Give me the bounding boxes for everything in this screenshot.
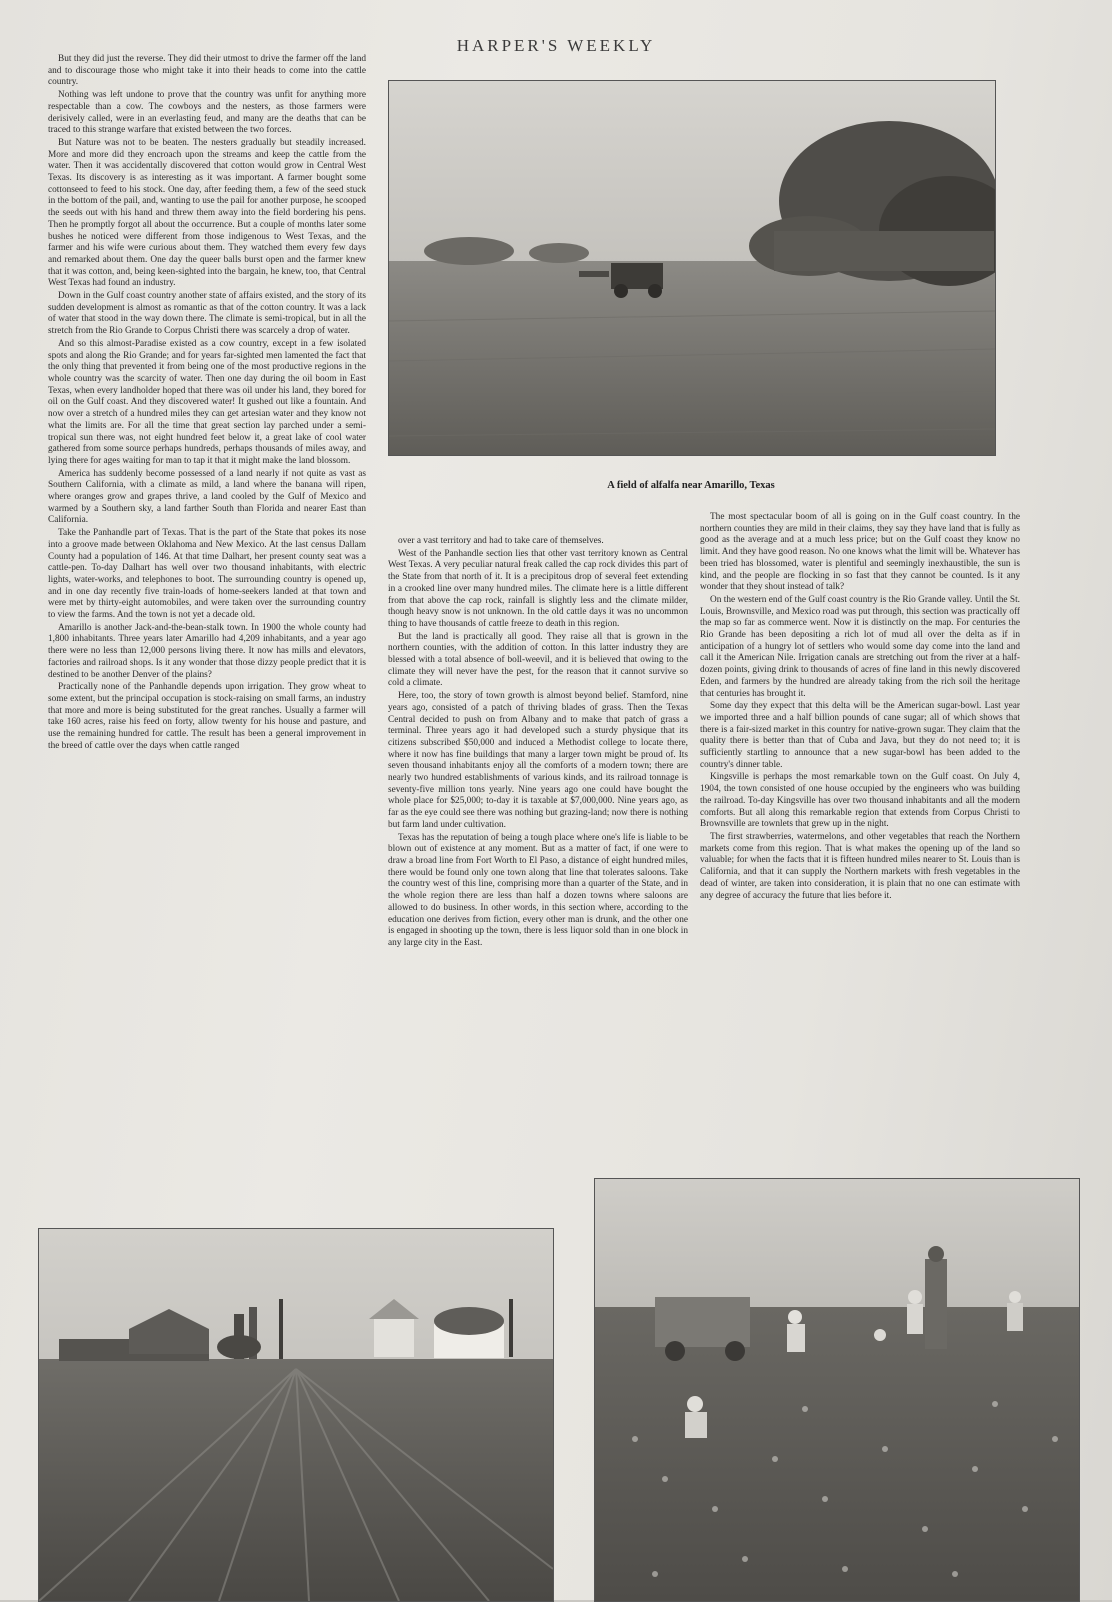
cotton-pickers-photo (594, 1178, 1080, 1602)
article-column-1 (48, 54, 366, 1182)
paragraph: West of the Panhandle section lies that other vast territory known as Central West Texas. A very peculiar natural freak called the cap rock divides this part of the State from that north of it. It is a precipitous drop of several feet extending in a crooked line over many hundred miles. The climate here is a little different from that above the cap rock, rainfall is slightly less and the climate milder, though heavy snow is not unknown. In the old cattle days it was no uncommon thing to have thousands of cattle freeze to death in this region. (388, 548, 688, 629)
paragraph: Texas has the reputation of being a tough place where one's life is liable to be blown out of existence at any moment. But as a matter of fact, if one were to draw a broad line from Fort Worth to El Paso, a distance of eight hundred miles, there would be found only one town along that line that tolerates saloons. Take the country west of this line, comprising more than a quarter of the State, and in the whole region there are less than half a dozen towns where saloons are allowed to do business. In other words, in this section where, according to the education one derives from fiction, every other man is drunk, and the other one is engaged in shooting up the town, there is less liquor sold than in one block in any large city in the East. (388, 832, 688, 948)
paragraph: Here, too, the story of town growth is almost beyond belief. Stamford, nine years ago, consisted of a patch of thriving blades of grass. Then the Texas Central decided to push on from Albany and to make that patch of grass a terminal. Three years ago it had developed such a sturdy physique that its citizens subscribed $50,000 and induced a Methodist college to locate there, where it now has fine buildings that many a larger town might be proud of. Its seven thousand inhabitants enjoy all the comforts of a modern town; there are nearly two hundred establishments of various kinds, and its railroad tonnage is seventy-five million tons yearly. Nine years ago one could have bought the whole place for $25,000; to-day it is taxable at $7,000,000. Nine years ago, as far as the eye could see there was nothing but grazing-land; now there is nothing but farm land under cultivation. (388, 691, 688, 830)
article-column-2 (388, 536, 688, 1176)
paragraph: America has suddenly become possessed of a land nearly if not quite as vast as Southern California, with a climate as mild, a land where the banana will ripen, where oranges grow and grapes thrive, a land cooled by the Gulf of Mexico and warmed by a Southern sky, a land farther South than Florida and nearer East than California. (48, 468, 366, 526)
alfalfa-field-photo (388, 80, 996, 456)
paragraph: The first strawberries, watermelons, and other vegetables that reach the Northern markets come from this region. That is what makes the opening up of the land so valuable; for when the facts that it is fifteen hundred miles nearer to St. Louis than is California, and that it can supply the Northern markets with fresh vegetables in the dead of winter, are taken into consideration, it is plain that no one can estimate with any degree of accuracy the future that lies before it. (700, 831, 1020, 901)
paragraph: over a vast territory and had to take care of themselves. (398, 536, 604, 546)
paragraph: On the western end of the Gulf coast country is the Rio Grande valley. Until the St. Louis, Brownsville, and Mexico road was put through, this section was practically off the map so far as commerce went. Now it is distinctly on the map. For centuries the Rio Grande has been depositing a rich lot of mud all over the delta as if in anticipation of a hungry lot of settlers who would some day come into the land and call it the American Nile. Irrigation canals are stretching out from the river at a half-dozen points, giving drink to thousands of acres of fine land in this newly discovered Eden, and farmers by the hundred are already taking from the rich soil the heritage that centuries has brought it. (700, 594, 1020, 699)
paragraph: Practically none of the Panhandle depends upon irrigation. They grow wheat to some extent, but the principal occupation is stock-raising on small farms, an industry that more and more is being substituted for the great ranches. Usually a farmer will take 160 acres, raise his feed on forty, allow twenty for his house and pasture, and use the remaining hundred for cattle. The result has been a general improvement in the breed of cattle over the days when cattle ranged (48, 682, 366, 751)
paragraph: But the land is practically all good. They raise all that is grown in the northern counties, with the addition of cotton. In this latter industry they are blessed with a total absence of boll-weevil, and it is believed that owing to the climate they will never have the pest, for the reason that it cannot survive so cold a climate. (388, 631, 688, 689)
paragraph: The most spectacular boom of all is going on in the Gulf coast country. In the northern counties they are mild in their claims, they say they have land that is fully as good as the average and at a much less price; but on the Gulf coast they know no limit. And they have good reason. No one knows what the limit will be. Whatever has been tried has blossomed, water is plentiful and seemingly inexhaustible, the sun is kind, and the people are flocking in so fast that they cannot be counted. Is it any wonder that they shout instead of talk? (700, 512, 1020, 593)
farm-field-photo (38, 1228, 554, 1602)
paragraph: Kingsville is perhaps the most remarkable town on the Gulf coast. On July 4, 1904, the town consisted of one house occupied by the engineers who was building the railroad. To-day Kingsville has over two thousand inhabitants and all the modern comforts. But all along this remarkable region that extends from Corpus Christi to Brownsville are townlets that grew up in the night. (700, 772, 1020, 830)
paragraph: Take the Panhandle part of Texas. That is the part of the State that pokes its nose into a groove made between Oklahoma and New Mexico. At the last census Dallam County had a population of 146. At that time Dalhart, her present county seat was a cattle-pen. To-day Dalhart has well over two thousand inhabitants, with electric lights, water-works, and telephones to boot. The surrounding country is opened up, and in one day recently five train-loads of home-seekers landed at that town and were met by thirty-eight automobiles, and were taken over the surrounding country to view the farms. And the town is not yet a decade old. (48, 528, 366, 621)
paragraph: But Nature was not to be beaten. The nesters gradually but steadily increased. More and more did they encroach upon the streams and keep the cattle from the water. Then it was accidentally discovered that cotton would grow in Central West Texas. Its discovery is as interesting as it was important. A farmer bought some cottonseed to feed to his stock. One day, after feeding them, a few of the seed stuck in the bottom of the pail, and, wanting to use the pail for another purpose, he scooped the seeds out with his hand and threw them away into the field bordering his pens. Then he promptly forgot all about the occurrence. But a couple of months later some bushes he noticed were different from those indigenous to West Texas, and the farmer and his wife were curious about them. They watched them every few days and remarked about them. One day the queer balls burst open and the farmer knew that it was cotton, and, being keen-sighted into the bargain, he knew, too, that Central West Texas had found an industry. (48, 137, 366, 289)
article-column-3 (700, 512, 1020, 1170)
photo-caption: A field of alfalfa near Amarillo, Texas (607, 480, 775, 491)
paragraph: Some day they expect that this delta will be the American sugar-bowl. Last year we imported three and a half billion pounds of cane sugar; all of which shows that there is a fair-sized market in this country for native-grown sugar. They claim that the quality there is better than that of Cuba and Java, but they do not need to; it is sufficiently startling to announce that a new sugar-bowl has been added to the country's dinner table. (700, 701, 1020, 770)
paragraph: And so this almost-Paradise existed as a cow country, except in a few isolated spots and along the Rio Grande; and for years far-sighted men lamented the fact that the only thing that prevented it from being one of the most productive regions in the whole country was the scarcity of water. Then one day during the oil boom in East Texas, when every landholder hoped that there was oil under his land, they bored for oil on the Gulf coast. And they discovered water! It gushed out like a fountain. And now over a stretch of a hundred miles they can get artesian water and they know not what the limits are. For all the time that great section lay parched under a semi-tropical sun there was, not eight hundred feet below it, a great lake of cool water gathered from some source perhaps hundreds, perhaps thousands of miles away, and lying there for ages waiting for man to tap it that it might make the land blossom. (48, 338, 366, 466)
masthead: HARPER'S WEEKLY (456, 36, 656, 55)
paragraph: But they did just the reverse. They did their utmost to drive the farmer off the land and to discourage those who might take it into their heads to come into the cattle country. (48, 54, 366, 88)
paragraph: Amarillo is another Jack-and-the-bean-stalk town. In 1900 the whole county had 1,800 inhabitants. Three years later Amarillo had 4,209 inhabitants, and a year ago there were no less than 12,000 persons living there. It now has mills and elevators, factories and railroad shops. Is it any wonder that those dizzy people predict that it is destined to be another Denver of the plains? (48, 622, 366, 680)
paragraph: Nothing was left undone to prove that the country was unfit for anything more respectable than a cow. The cowboys and the nesters, as those farmers were derisively called, were in an everlasting feud, and many are the deaths that can be traced to this strange warfare that existed between the two forces. (48, 90, 366, 136)
paragraph: Down in the Gulf coast country another state of affairs existed, and the story of its sudden development is almost as romantic as that of the cotton country. It was a lack of water that stood in the way down there. The climate is semi-tropical, but in all the stretch from the Rio Grande to Corpus Christi there was scarcely a drop of water. (48, 291, 366, 337)
